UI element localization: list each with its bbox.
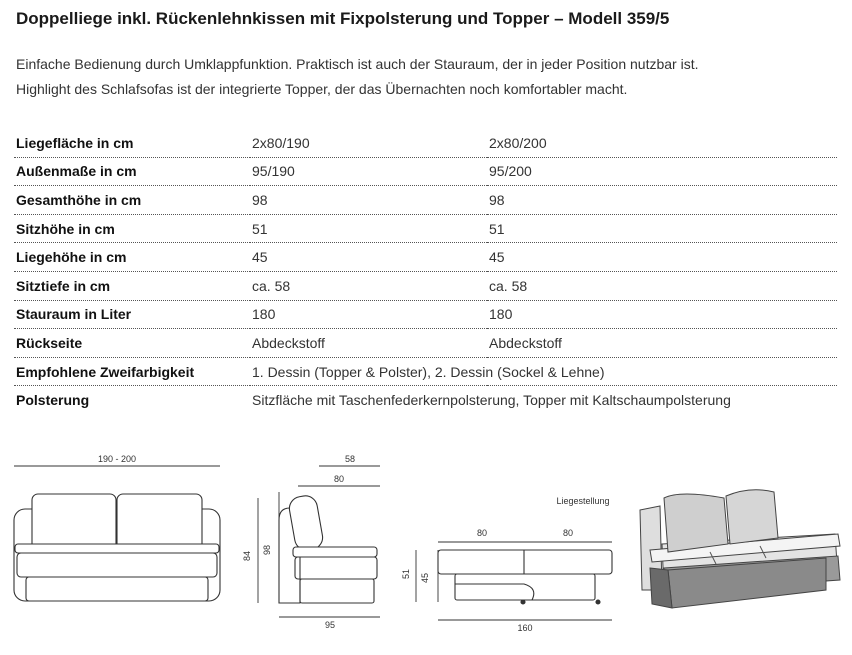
spec-row — [14, 243, 837, 272]
spec-value-2: 2x80/200 — [487, 129, 837, 157]
dim-side-seat-depth: 58 — [344, 454, 356, 464]
intro-line-1: Einfache Bedienung durch Umklappfunktion. Praktisch ist auch der Stauraum, der in jeder Position nutzbar ist. — [16, 56, 699, 72]
spec-value-1: 45 — [250, 243, 487, 272]
spec-value-2: 98 — [487, 186, 837, 215]
spec-label: Gesamthöhe in cm — [14, 186, 250, 215]
side-view-drawing — [258, 466, 380, 617]
spec-value-1: 180 — [250, 300, 487, 329]
technical-drawings — [0, 440, 852, 652]
spec-value-2: 45 — [487, 243, 837, 272]
spec-value-1: 95/190 — [250, 157, 487, 186]
dim-front-width: 190 - 200 — [97, 454, 137, 464]
spec-label: Stauraum in Liter — [14, 300, 250, 329]
spec-row — [14, 386, 837, 414]
spec-value-1: ca. 58 — [250, 271, 487, 300]
spec-row — [14, 329, 837, 358]
bed-position-drawing — [416, 542, 612, 620]
spec-row — [14, 300, 837, 329]
dim-side-height-84: 84 — [242, 550, 252, 562]
intro-line-2: Highlight des Schlafsofas ist der integrierte Topper, der das Übernachten noch komfortabler macht. — [16, 81, 628, 97]
spec-value-1: 98 — [250, 186, 487, 215]
front-view-drawing — [14, 466, 220, 601]
spec-value-2: ca. 58 — [487, 271, 837, 300]
spec-value-2: 180 — [487, 300, 837, 329]
spec-value-1: 51 — [250, 214, 487, 243]
spec-row — [14, 214, 837, 243]
spec-value-span: Sitzfläche mit Taschenfederkernpolsterung, Topper mit Kaltschaumpolsterung — [252, 392, 731, 409]
spec-row — [14, 157, 837, 186]
dim-bed-left: 80 — [476, 528, 488, 538]
spec-row — [14, 357, 837, 386]
spec-label: Polsterung — [16, 392, 90, 409]
spec-value-span: 1. Dessin (Topper & Polster), 2. Dessin (Sockel & Lehne) — [250, 357, 837, 386]
spec-table — [14, 129, 837, 414]
dim-side-depth-80: 80 — [333, 474, 345, 484]
spec-row — [14, 129, 837, 157]
dim-bed-height-51: 51 — [401, 568, 411, 580]
bed-caption: Liegestellung — [556, 496, 610, 506]
dim-side-depth-95: 95 — [324, 620, 336, 630]
spec-label: Sitztiefe in cm — [14, 271, 250, 300]
spec-value-2: 95/200 — [487, 157, 837, 186]
spec-label: Liegehöhe in cm — [14, 243, 250, 272]
spec-row — [14, 186, 837, 215]
spec-label: Liegefläche in cm — [14, 129, 250, 157]
spec-label: Rückseite — [14, 329, 250, 358]
dim-bed-length: 160 — [517, 623, 533, 633]
sofa-perspective-image — [640, 490, 840, 608]
spec-value-2: 51 — [487, 214, 837, 243]
spec-label: Sitzhöhe in cm — [14, 214, 250, 243]
spec-row — [14, 271, 837, 300]
page-title: Doppelliege inkl. Rückenlehnkissen mit Fixpolsterung und Topper – Modell 359/5 — [16, 9, 670, 28]
dim-bed-right: 80 — [562, 528, 574, 538]
spec-value-1: 2x80/190 — [250, 129, 487, 157]
spec-value-1: Abdeckstoff — [250, 329, 487, 358]
spec-label: Empfohlene Zweifarbigkeit — [14, 357, 250, 386]
dim-side-height-98: 98 — [262, 544, 272, 556]
dim-bed-height-45: 45 — [420, 572, 430, 584]
spec-value-2: Abdeckstoff — [487, 329, 837, 358]
spec-label: Außenmaße in cm — [14, 157, 250, 186]
